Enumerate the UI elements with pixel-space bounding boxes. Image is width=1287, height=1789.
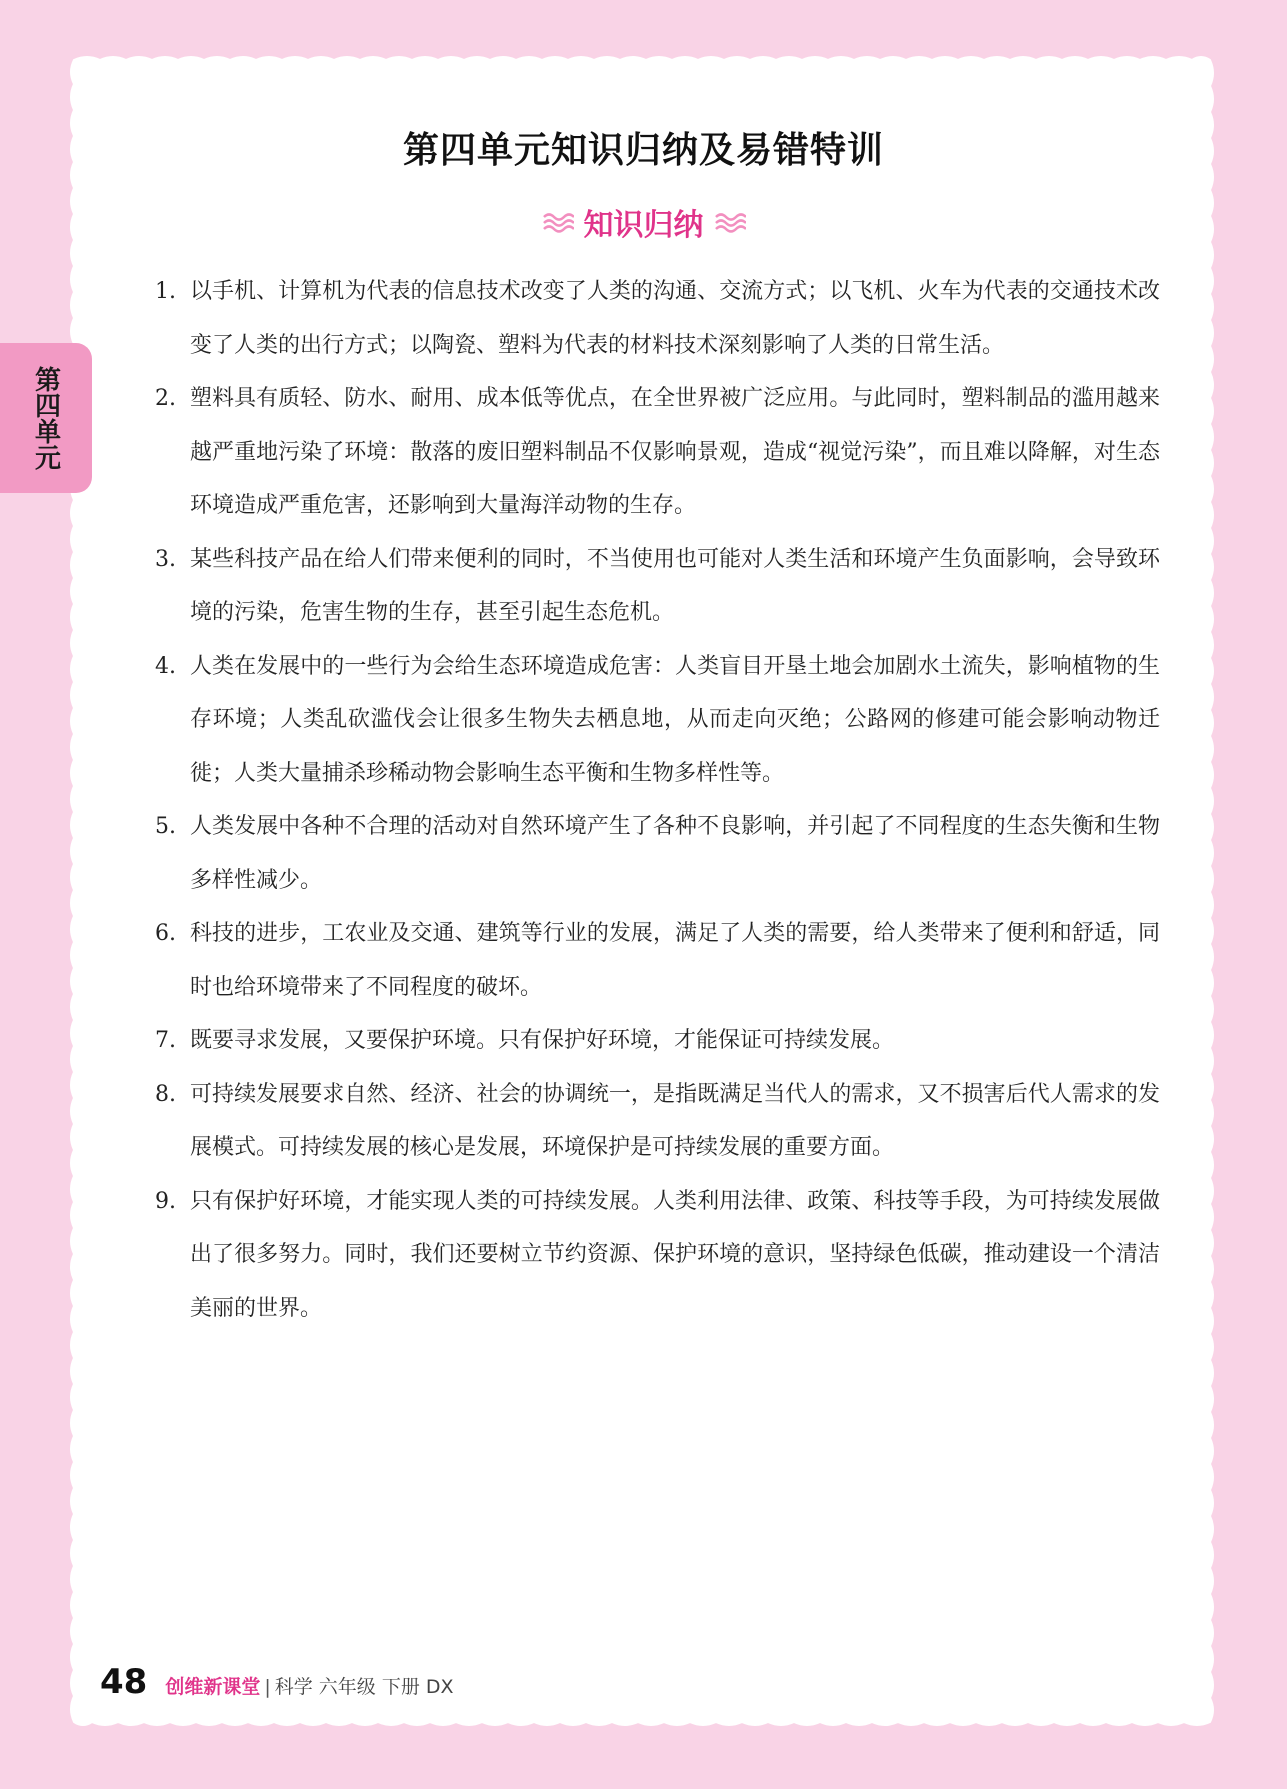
wave-decoration-icon	[542, 210, 574, 234]
list-item	[155, 640, 1160, 801]
item-text: 人类在发展中的一些行为会给生态环境造成危害：人类盲目开垦土地会加剧水土流失，影响植物的生存环境；人类乱砍滥伐会让很多生物失去栖息地，从而走向灭绝；公路网的修建可能会影响动物迁徙；人类大量捕杀珍稀动物会影响生态平衡和生物多样性等。	[190, 653, 1160, 786]
footer-separator: |	[264, 1676, 271, 1698]
item-number: 1.	[155, 279, 176, 304]
wave-decoration-icon	[714, 210, 746, 234]
item-text: 只有保护好环境，才能实现人类的可持续发展。人类利用法律、政策、科技等手段，为可持续发展做出了很多努力。同时，我们还要树立节约资源、保护环境的意识，坚持绿色低碳，推动建设一个清洁美丽的世界。	[190, 1188, 1160, 1321]
page-number: 48	[100, 1662, 148, 1702]
list-item	[155, 1068, 1160, 1175]
book-info: 科学 六年级 下册 DX	[274, 1676, 454, 1698]
item-number: 5.	[155, 814, 176, 839]
list-item	[155, 907, 1160, 1014]
item-text: 某些科技产品在给人们带来便利的同时，不当使用也可能对人类生活和环境产生负面影响，会导致环境的污染，危害生物的生存，甚至引起生态危机。	[190, 546, 1160, 625]
item-number: 2.	[155, 386, 176, 411]
section-heading	[0, 200, 1287, 244]
item-text: 人类发展中各种不合理的活动对自然环境产生了各种不良影响，并引起了不同程度的生态失衡和生物多样性减少。	[190, 814, 1160, 893]
list-item	[155, 372, 1160, 533]
item-number: 6.	[155, 921, 176, 946]
list-item	[155, 800, 1160, 907]
item-number: 9.	[155, 1188, 176, 1214]
item-text: 科技的进步，工农业及交通、建筑等行业的发展，满足了人类的需要，给人类带来了便利和舒适，同时也给环境带来了不同程度的破坏。	[190, 921, 1160, 1000]
item-text: 既要寻求发展，又要保护环境。只有保护好环境，才能保证可持续发展。	[190, 1028, 895, 1053]
list-item	[155, 1175, 1160, 1336]
section-heading-label: 知识归纳	[583, 208, 704, 243]
list-item	[155, 265, 1160, 372]
list-item	[155, 1014, 1160, 1068]
item-number: 4.	[155, 653, 176, 679]
brand-name: 创维新课堂	[165, 1676, 261, 1698]
item-number: 7.	[155, 1028, 176, 1053]
item-text: 塑料具有质轻、防水、耐用、成本低等优点，在全世界被广泛应用。与此同时，塑料制品的滥用越来越严重地污染了环境：散落的废旧塑料制品不仅影响景观，造成“视觉污染”，而且难以降解，对生态环境造成严重危害，还影响到大量海洋动物的生存。	[190, 386, 1160, 518]
list-item	[155, 533, 1160, 640]
unit-side-tab	[0, 343, 92, 493]
item-number: 8.	[155, 1081, 176, 1107]
item-number: 3.	[155, 546, 176, 572]
page-title: 第四单元知识归纳及易错特训	[402, 130, 884, 171]
item-text: 以手机、计算机为代表的信息技术改变了人类的沟通、交流方式；以飞机、火车为代表的交通技术改变了人类的出行方式；以陶瓷、塑料为代表的材料技术深刻影响了人类的日常生活。	[190, 279, 1160, 358]
page-footer	[100, 1662, 454, 1702]
knowledge-list	[155, 265, 1160, 1335]
item-text: 可持续发展要求自然、经济、社会的协调统一，是指既满足当代人的需求，又不损害后代人需求的发展模式。可持续发展的核心是发展，环境保护是可持续发展的重要方面。	[190, 1081, 1160, 1160]
unit-side-tab-label: 第四单元	[30, 366, 61, 470]
